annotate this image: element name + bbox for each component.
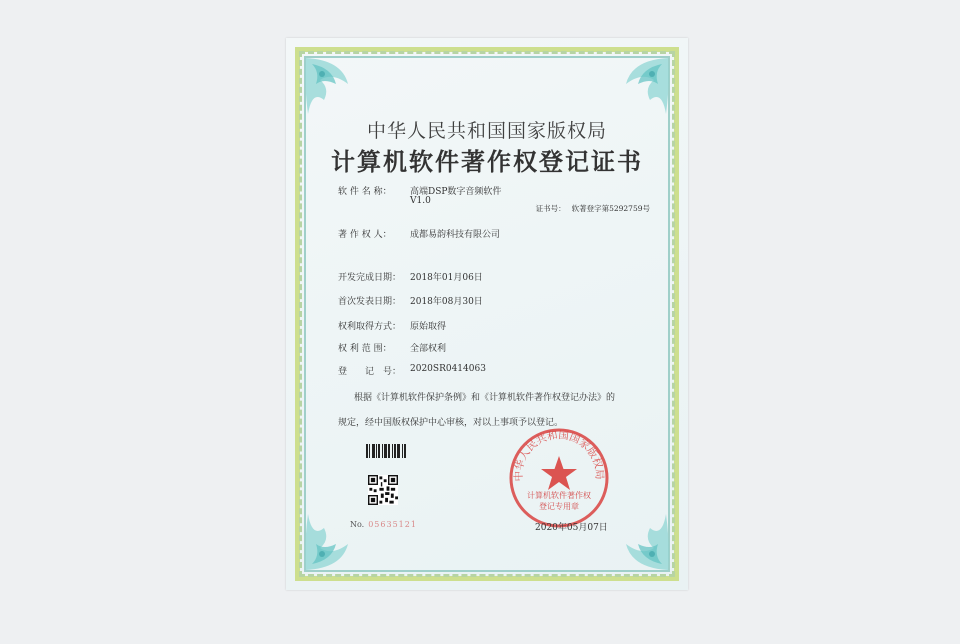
issuing-authority-title: 中华人民共和国国家版权局 — [366, 120, 607, 142]
serial-number — [350, 520, 417, 529]
seal-ring-text: 中华人民共和国国家版权局 — [512, 429, 606, 482]
field-label: 软 件 名 称： — [338, 187, 392, 197]
field-label: 登 记 号： — [338, 367, 402, 377]
official-seal — [507, 426, 611, 530]
serial-prefix: No. — [350, 520, 365, 529]
corner-ornament-icon — [602, 54, 672, 124]
field-registration-number — [338, 364, 486, 377]
field-label: 首次发表日期： — [338, 297, 402, 307]
certificate-title: 计算机软件著作权登记证书 — [331, 147, 643, 176]
certificate-number-value: 软著登字第5292759号 — [571, 204, 650, 213]
issue-date: 2020年05月07日 — [535, 523, 608, 533]
corner-ornament-icon — [302, 504, 372, 574]
field-label: 著 作 权 人： — [338, 230, 392, 240]
field-label: 权利取得方式： — [338, 322, 402, 332]
seal-inner-line-1: 计算机软件著作权 — [527, 491, 591, 500]
certificate — [286, 38, 688, 590]
field-value: 2018年01月06日 — [410, 273, 483, 283]
field-value: 成都易韵科技有限公司 — [410, 230, 501, 240]
field-label: 开发完成日期： — [338, 273, 402, 283]
field-acquisition-method — [338, 319, 447, 332]
field-completion-date — [338, 270, 483, 283]
field-label: 权 利 范 围： — [338, 344, 392, 354]
field-value: 高端DSP数字音频软件 — [410, 187, 502, 197]
seal-inner-line-2: 登记专用章 — [539, 502, 579, 511]
body-text-line-2: 规定，经中国版权保护中心审核，对以上事项予以登记。 — [338, 418, 564, 428]
qr-code-icon — [368, 475, 398, 505]
field-first-publish-date — [338, 294, 483, 307]
body-text-line-1: 根据《计算机软件保护条例》和《计算机软件著作权登记办法》的 — [354, 393, 616, 403]
field-copyright-owner — [338, 227, 501, 240]
field-value: 2020SR0414063 — [410, 364, 486, 374]
field-value: 2018年08月30日 — [410, 297, 483, 307]
corner-ornament-icon — [602, 504, 672, 574]
field-rights-scope — [338, 341, 447, 354]
corner-ornament-icon — [302, 54, 372, 124]
barcode-icon — [366, 444, 406, 458]
field-value-version: V1.0 — [410, 196, 431, 206]
field-value: 原始取得 — [410, 322, 447, 332]
certificate-number-label: 证书号： — [535, 204, 566, 213]
field-software-name — [338, 184, 502, 206]
certificate-number — [536, 203, 650, 214]
serial-value: 05635121 — [368, 520, 417, 529]
seal-stamp-icon — [507, 426, 611, 530]
field-value: 全部权利 — [410, 344, 447, 354]
